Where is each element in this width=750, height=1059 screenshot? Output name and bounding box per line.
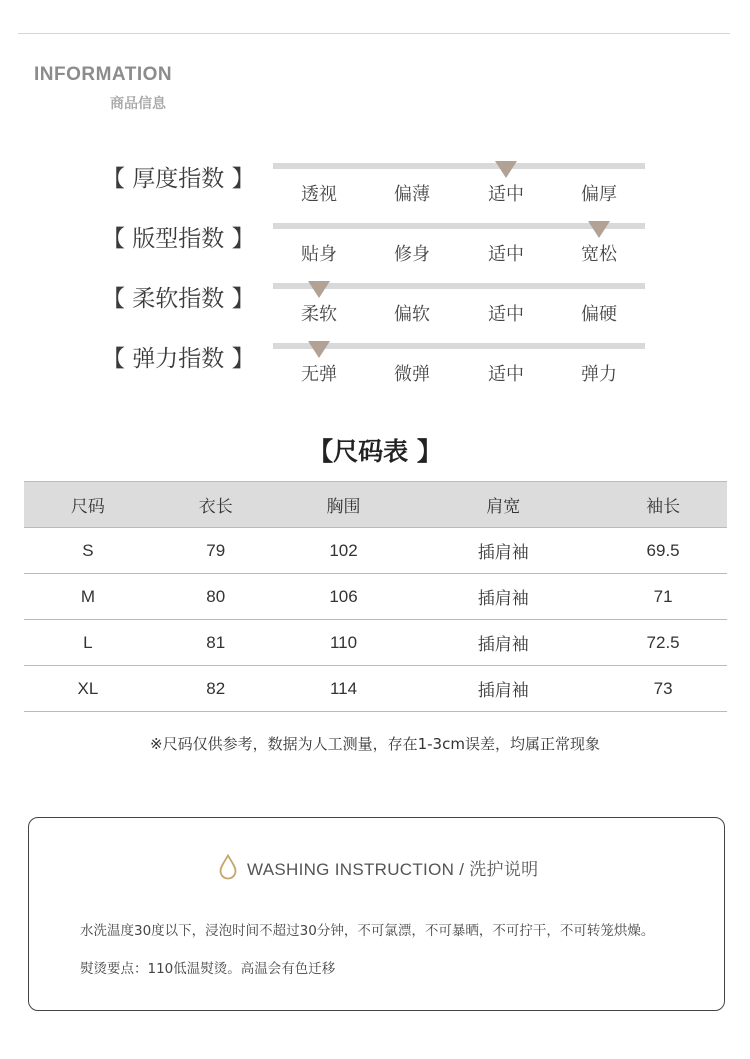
index-label: 【 弹力指数 】: [102, 346, 255, 372]
index-row-fit: [0, 220, 750, 280]
size-table-header-row: [24, 482, 727, 528]
header-chest: 胸围: [280, 482, 408, 528]
cell-chest: 110: [280, 620, 408, 666]
cell-size: XL: [24, 666, 152, 712]
table-row: [24, 574, 727, 620]
index-label: 【 厚度指数 】: [102, 166, 255, 192]
index-row-softness: [0, 280, 750, 340]
index-scale-bar: [273, 163, 645, 169]
index-option: 偏硬: [581, 304, 617, 325]
section-title-cn: 商品信息: [110, 96, 166, 112]
cell-sleeve: 71: [599, 574, 727, 620]
cell-size: M: [24, 574, 152, 620]
cell-chest: 106: [280, 574, 408, 620]
index-option: 偏薄: [394, 184, 430, 205]
cell-size: S: [24, 528, 152, 574]
table-row: [24, 620, 727, 666]
header-length: 衣长: [152, 482, 280, 528]
index-option: 适中: [488, 364, 524, 385]
table-row: [24, 666, 727, 712]
cell-shoulder: 插肩袖: [407, 620, 599, 666]
header-shoulder: 肩宽: [407, 482, 599, 528]
index-option: 适中: [488, 244, 524, 265]
table-row: [24, 528, 727, 574]
washing-text-line: 水洗温度30度以下，浸泡时间不超过30分钟，不可氯漂，不可暴晒，不可拧干，不可转笼烘燥。: [80, 923, 655, 939]
index-option: 适中: [488, 304, 524, 325]
index-label: 【 柔软指数 】: [102, 286, 255, 312]
cell-shoulder: 插肩袖: [407, 528, 599, 574]
index-option: 微弹: [394, 364, 430, 385]
index-option: 修身: [394, 244, 430, 265]
index-option: 透视: [301, 184, 337, 205]
washing-instruction-panel: [28, 817, 725, 1011]
index-option: 贴身: [301, 244, 337, 265]
section-title-en: INFORMATION: [34, 64, 173, 85]
cell-length: 82: [152, 666, 280, 712]
index-option: 偏厚: [581, 184, 617, 205]
index-option: 无弹: [301, 364, 337, 385]
index-option: 适中: [488, 184, 524, 205]
cell-chest: 102: [280, 528, 408, 574]
ironing-text-line: 熨烫要点：110低温熨烫。高温会有色迁移: [80, 961, 336, 977]
index-label: 【 版型指数 】: [102, 226, 255, 252]
cell-shoulder: 插肩袖: [407, 666, 599, 712]
size-disclaimer: ※尺码仅供参考，数据为人工测量，存在1-3cm误差，均属正常现象: [150, 735, 600, 753]
cell-sleeve: 73: [599, 666, 727, 712]
cell-shoulder: 插肩袖: [407, 574, 599, 620]
size-chart-title: 【尺码表 】: [308, 437, 442, 466]
cell-length: 81: [152, 620, 280, 666]
washing-title: WASHING INSTRUCTION / 洗护说明: [247, 859, 539, 879]
index-level-marker: [308, 341, 330, 358]
cell-length: 79: [152, 528, 280, 574]
cell-length: 80: [152, 574, 280, 620]
index-option: 柔软: [301, 304, 337, 325]
index-option: 偏软: [394, 304, 430, 325]
cell-sleeve: 72.5: [599, 620, 727, 666]
index-level-marker: [588, 221, 610, 238]
cell-size: L: [24, 620, 152, 666]
cell-chest: 114: [280, 666, 408, 712]
index-row-thickness: [0, 160, 750, 220]
index-option: 宽松: [581, 244, 617, 265]
index-option: 弹力: [581, 364, 617, 385]
size-table: [24, 481, 727, 712]
washing-title-row: [219, 848, 538, 886]
header-size: 尺码: [24, 482, 152, 528]
index-level-marker: [308, 281, 330, 298]
index-row-elasticity: [0, 340, 750, 400]
water-drop-icon: [219, 854, 237, 880]
top-divider: [18, 33, 730, 34]
cell-sleeve: 69.5: [599, 528, 727, 574]
index-level-marker: [495, 161, 517, 178]
header-sleeve: 袖长: [599, 482, 727, 528]
